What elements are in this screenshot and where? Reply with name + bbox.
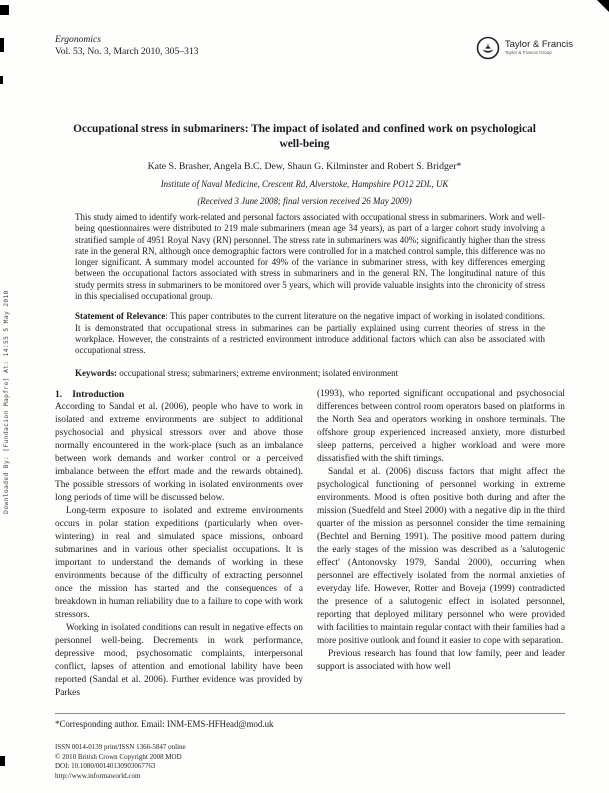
body-paragraph: According to Sandal et al. (2006), people who have to work in isolated and extreme environments are subject to additional psychosocial and physical stressors over and above those normally encountered in the work-place (such as an imbalance between work demands and worker control or a perceived imbalance between the effort made and the rewards obtained). The possible stressors of working in isolated environments over long periods of time will be discussed below. (55, 402, 303, 503)
statement-text: : This paper contributes to the current literature on the negative impact of working in isolated conditions. It is demonstrated that occupational stress in submarines can be partially explained using current theories of stress in the workplace. However, the constraints of a restricted environment introduce additional factors which can also be associated with occupational stress. (75, 311, 545, 356)
statement-label: Statement of Relevance (75, 311, 166, 322)
section-number: 1. (55, 389, 63, 400)
right-column (317, 388, 565, 700)
body-paragraph: Previous research has found that low family, peer and leader support is associated with how well (317, 649, 565, 672)
authors-line: Kate S. Brasher, Angela B.C. Dew, Shaun G. Kilminster and Robert S. Bridger* (147, 161, 462, 172)
doi-line: DOI: 10.1080/00140130903067763 (55, 762, 156, 771)
journal-issue: Vol. 53, No. 3, March 2010, 305–313 (55, 46, 199, 57)
affiliation-line: Institute of Naval Medicine, Crescent Rd, Alverstoke, Hampshire PO12 2DL, UK (160, 179, 449, 189)
copyright-line: © 2010 British Crown Copyright 2008 MOD (55, 752, 182, 761)
abstract-paragraph: This study aimed to identify work-related and personal factors associated with occupational stress in submariners. Work and well-being questionnaires were distributed to 219 male submariners (mean age 34 years), as part of a larger cohort study involving a stratified sample of 4951 Royal Navy (RN) personnel. The stress rate in submariners was 40%; significantly higher than the stress rate in the general RN, although once demographic factors were controlled for in a matched control sample, this difference was no longer significant. A summary model accounted for 49% of the variance in submariner stress, with key differences emerging between the occupational factors associated with stress in submariners and in the general RN. The longitudinal nature of this study permits stress in submariners to be monitored over 5 years, which will provide valuable insights into the chronicity of stress in this specialised occupational group. (75, 212, 545, 302)
footnote-rule (55, 713, 565, 714)
keywords-label: Keywords: (75, 367, 117, 378)
issn-line: ISSN 0014-0139 print/ISSN 1366-5847 online (55, 743, 186, 751)
journal-info (55, 34, 198, 58)
statement-of-relevance (75, 311, 545, 356)
abstract-block (75, 212, 545, 379)
body-paragraph: Long-term exposure to isolated and extreme environments occurs in polar station expeditions (particularly when over-wintering) in real and simulated space missions, onboard submarines and in various other specialist occupations. It is important to understand the demands of working in these environments because of the difficulty of extracting personnel once the mission has started and the consequences of a breakdown in human reliability due to a failure to cope with work stressors. (55, 506, 303, 620)
received-line: (Received 3 June 2008; final version received 26 May 2009) (197, 196, 412, 206)
title-block (40, 122, 569, 206)
keywords-text: occupational stress; submariners; extreme environment; isolated environment (117, 367, 399, 378)
scan-artifact (0, 76, 3, 84)
corresponding-author-note: *Corresponding author. Email: INM-EMS-HFHead@mod.uk (55, 719, 274, 729)
body-paragraph: Working in isolated conditions can result in negative effects on personnel well-being. Decrements in work performance, depressive mood, psychosomatic complaints, interpersonal conflict, lapses of attention and emotional lability have been reported (Sandal et al. 2006). Further evidence was provided by Parkes (55, 623, 303, 698)
keywords-line (75, 368, 545, 379)
publisher-group: Taylor & Francis Group (504, 50, 552, 55)
scan-artifact (0, 756, 5, 766)
download-banner: Downloaded By: [Fundacion Mapfre] At: 14:55 5 May 2010 (3, 290, 10, 514)
scan-artifact (0, 38, 4, 52)
journal-name: Ergonomics (55, 34, 102, 45)
body-columns (55, 388, 565, 700)
body-paragraph: (1993), who reported significant occupational and psychosocial differences between control room operators based on platforms in the North Sea and operators working in onshore terminals. The offshore group experienced increased anxiety, more disturbed sleep patterns, perceived a higher workload and were more dissatisfied with the shift timings. (317, 389, 565, 464)
body-paragraph: Sandal et al. (2006) discuss factors that might affect the psychological functioning of personnel working in extreme environments. Mood is often positive both during and after the mission (Suedfeld and Steel 2000) with a negative dip in the third quarter of the mission as personnel consider the time remaining (Bechtel and Berning 1991). The positive mood pattern during the early stages of the mission was described as a 'salutogenic effect' (Antonovsky 1979, Sandal 2000), occurring when personnel are effectively isolated from the normal anxieties of everyday life. However, Rotter and Boveja (1999) contradicted the presence of a salutogenic effect in isolated personnel, reporting that deployed military personnel who were provided with facilities to maintain regular contact with their families had a more positive outlook and found it easier to cope with separation. (317, 467, 565, 646)
article-title: Occupational stress in submariners: The impact of isolated and confined work on psychological well-being (73, 123, 536, 150)
section-title: Introduction (72, 389, 125, 400)
publisher-name: Taylor & Francis (504, 39, 573, 50)
left-column (55, 388, 303, 700)
imprint-block (55, 743, 186, 781)
publisher-logo (476, 36, 573, 60)
journal-header (55, 34, 573, 60)
scan-artifact (0, 5, 9, 15)
publisher-url: http://www.informaworld.com (55, 771, 141, 780)
section-heading (55, 388, 303, 401)
taylor-francis-logo-icon (476, 36, 500, 60)
publisher-name-block (505, 40, 573, 56)
scan-artifact (597, 0, 609, 12)
